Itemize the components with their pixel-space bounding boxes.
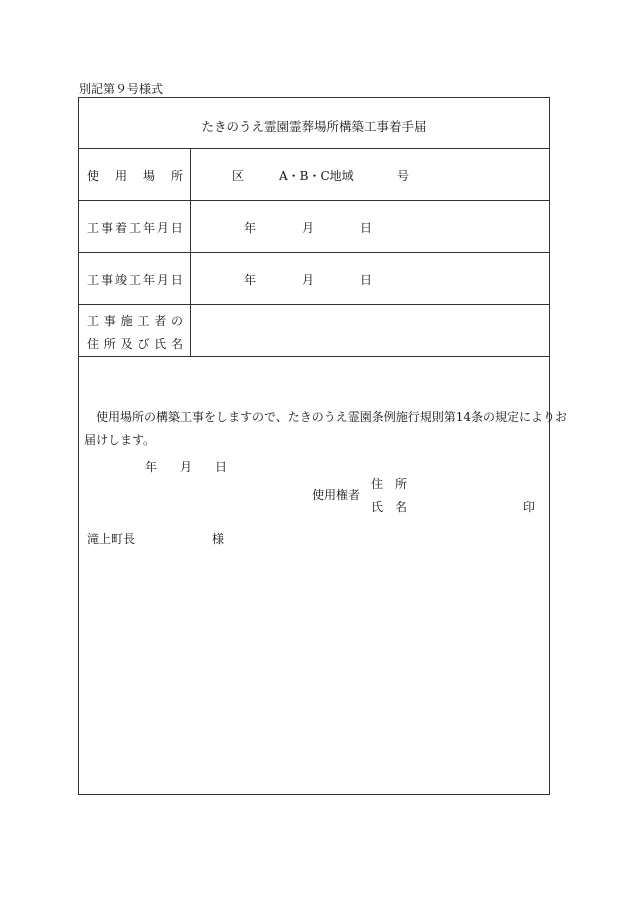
submit-day: 日 xyxy=(215,460,228,474)
contractor-label-line2: 住 所 及 び 氏 名 xyxy=(87,337,183,351)
location-label-char: 場 xyxy=(142,169,155,183)
location-area: A・B・C地域 xyxy=(279,169,354,183)
end-day: 日 xyxy=(360,273,373,287)
start-year: 年 xyxy=(244,221,257,235)
location-ku: 区 xyxy=(232,169,245,183)
row-divider xyxy=(79,356,549,357)
start-day: 日 xyxy=(360,221,373,235)
seal-mark: 印 xyxy=(523,500,536,514)
addressee: 滝上町長 xyxy=(87,532,136,546)
submit-month: 月 xyxy=(180,460,193,474)
row-divider xyxy=(79,148,549,149)
start-date-label: 工 事 着 工 年 月 日 xyxy=(87,221,183,235)
location-go: 号 xyxy=(397,169,410,183)
name-label: 氏 名 xyxy=(371,500,408,514)
form-number: 別記第９号様式 xyxy=(79,82,164,96)
honorific: 様 xyxy=(212,532,225,546)
location-label-char: 使 xyxy=(87,169,100,183)
address-label: 住 所 xyxy=(371,477,408,491)
end-month: 月 xyxy=(302,273,315,287)
statement-line1: 使用場所の構築工事をしますので、たきのうえ霊園条例施行規則第14条の規定によりお xyxy=(96,410,568,424)
row-divider xyxy=(79,304,549,305)
start-month: 月 xyxy=(302,221,315,235)
location-label-char: 所 xyxy=(170,169,183,183)
contractor-label-line1: 工 事 施 工 者 の xyxy=(87,314,183,328)
row-divider xyxy=(79,252,549,253)
column-divider xyxy=(190,148,191,356)
location-label-char: 用 xyxy=(114,169,127,183)
end-date-label: 工 事 竣 工 年 月 日 xyxy=(87,273,183,287)
form-title: たきのうえ霊園霊葬場所構築工事着手届 xyxy=(201,119,427,134)
rights-holder-label: 使用権者 xyxy=(312,488,361,502)
location-label xyxy=(87,167,183,184)
application-form xyxy=(78,97,568,795)
end-year: 年 xyxy=(244,273,257,287)
submit-year: 年 xyxy=(145,460,158,474)
statement-line2: 届けします。 xyxy=(84,433,156,447)
row-divider xyxy=(79,200,549,201)
